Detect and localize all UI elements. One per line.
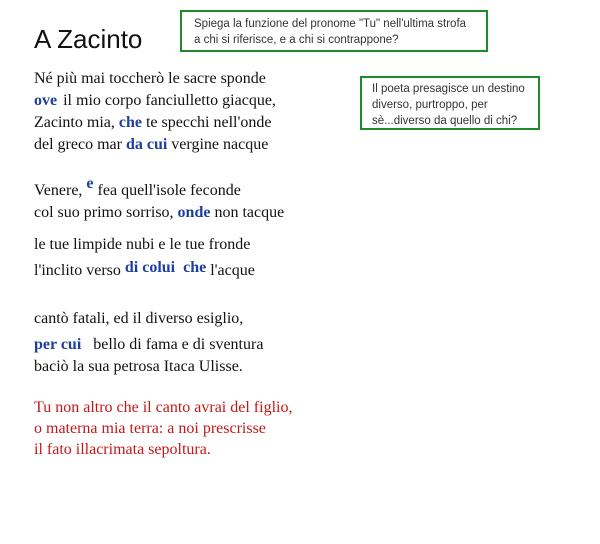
verse-line: Né più mai toccherò le sacre sponde <box>34 70 266 87</box>
pronoun-highlight: e <box>86 175 94 192</box>
verse-line: o materna mia terra: a noi prescrisse <box>34 420 266 437</box>
note-line: sè...diverso da quello di chi? <box>372 115 518 127</box>
stanza-1 <box>34 68 276 156</box>
poem-title: A Zacinto <box>34 24 143 54</box>
verse-text: Venere, <box>34 182 83 199</box>
verse-line <box>34 202 284 224</box>
verse-line <box>34 260 255 282</box>
stanza-4 <box>34 308 263 378</box>
verse-text: non tacque <box>214 204 285 221</box>
verse-line <box>34 134 276 156</box>
verse-line: baciò la sua petrosa Itaca Ulisse. <box>34 358 243 375</box>
verse-text: col suo primo sorriso, <box>34 204 174 221</box>
verse-text: bello di fama e di sventura <box>93 336 264 353</box>
question-line: a chi si riferisce, e a chi si contrappone? <box>194 34 399 46</box>
pronoun-highlight: onde <box>177 204 211 221</box>
verse-line <box>34 334 263 356</box>
verse-text: fea quell'isole feconde <box>97 182 241 199</box>
pronoun-highlight: di colui <box>124 259 176 276</box>
verse-line <box>34 112 276 134</box>
verse-line <box>34 175 284 202</box>
stanza-2 <box>34 175 285 224</box>
verse-line: le tue limpide nubi e le tue fronde <box>34 236 251 253</box>
pronoun-highlight: da cui <box>125 136 168 153</box>
question-line: Spiega la funzione del pronome "Tu" nell'ultima strofa <box>194 18 467 30</box>
pronoun-highlight: che <box>118 114 142 131</box>
verse-line: il fato illacrimata sepoltura. <box>34 441 211 458</box>
verse-text: l'inclito verso <box>34 262 121 279</box>
verse-text: Zacinto mia, <box>34 114 115 131</box>
verse-text: il mio corpo fanciulletto giacque, <box>63 92 276 109</box>
note-line: diverso, purtroppo, per <box>372 99 488 111</box>
stanza-5 <box>34 397 292 460</box>
question-box <box>180 10 488 52</box>
pronoun-highlight: che <box>183 259 207 276</box>
note-line: Il poeta presagisce un destino <box>372 83 525 95</box>
verse-text: l'acque <box>210 262 255 279</box>
stanza-3 <box>34 234 255 282</box>
verse-text: vergine nacque <box>171 136 269 153</box>
verse-text: te specchi nell'onde <box>145 114 272 131</box>
note-box <box>360 76 540 130</box>
verse-text: del greco mar <box>34 136 122 153</box>
pronoun-highlight: ove <box>34 92 58 109</box>
verse-line: Tu non altro che il canto avrai del figlio, <box>34 399 293 416</box>
verse-line: cantò fatali, ed il diverso esiglio, <box>34 310 244 327</box>
verse-line <box>34 90 276 112</box>
pronoun-highlight: per cui <box>34 336 82 353</box>
